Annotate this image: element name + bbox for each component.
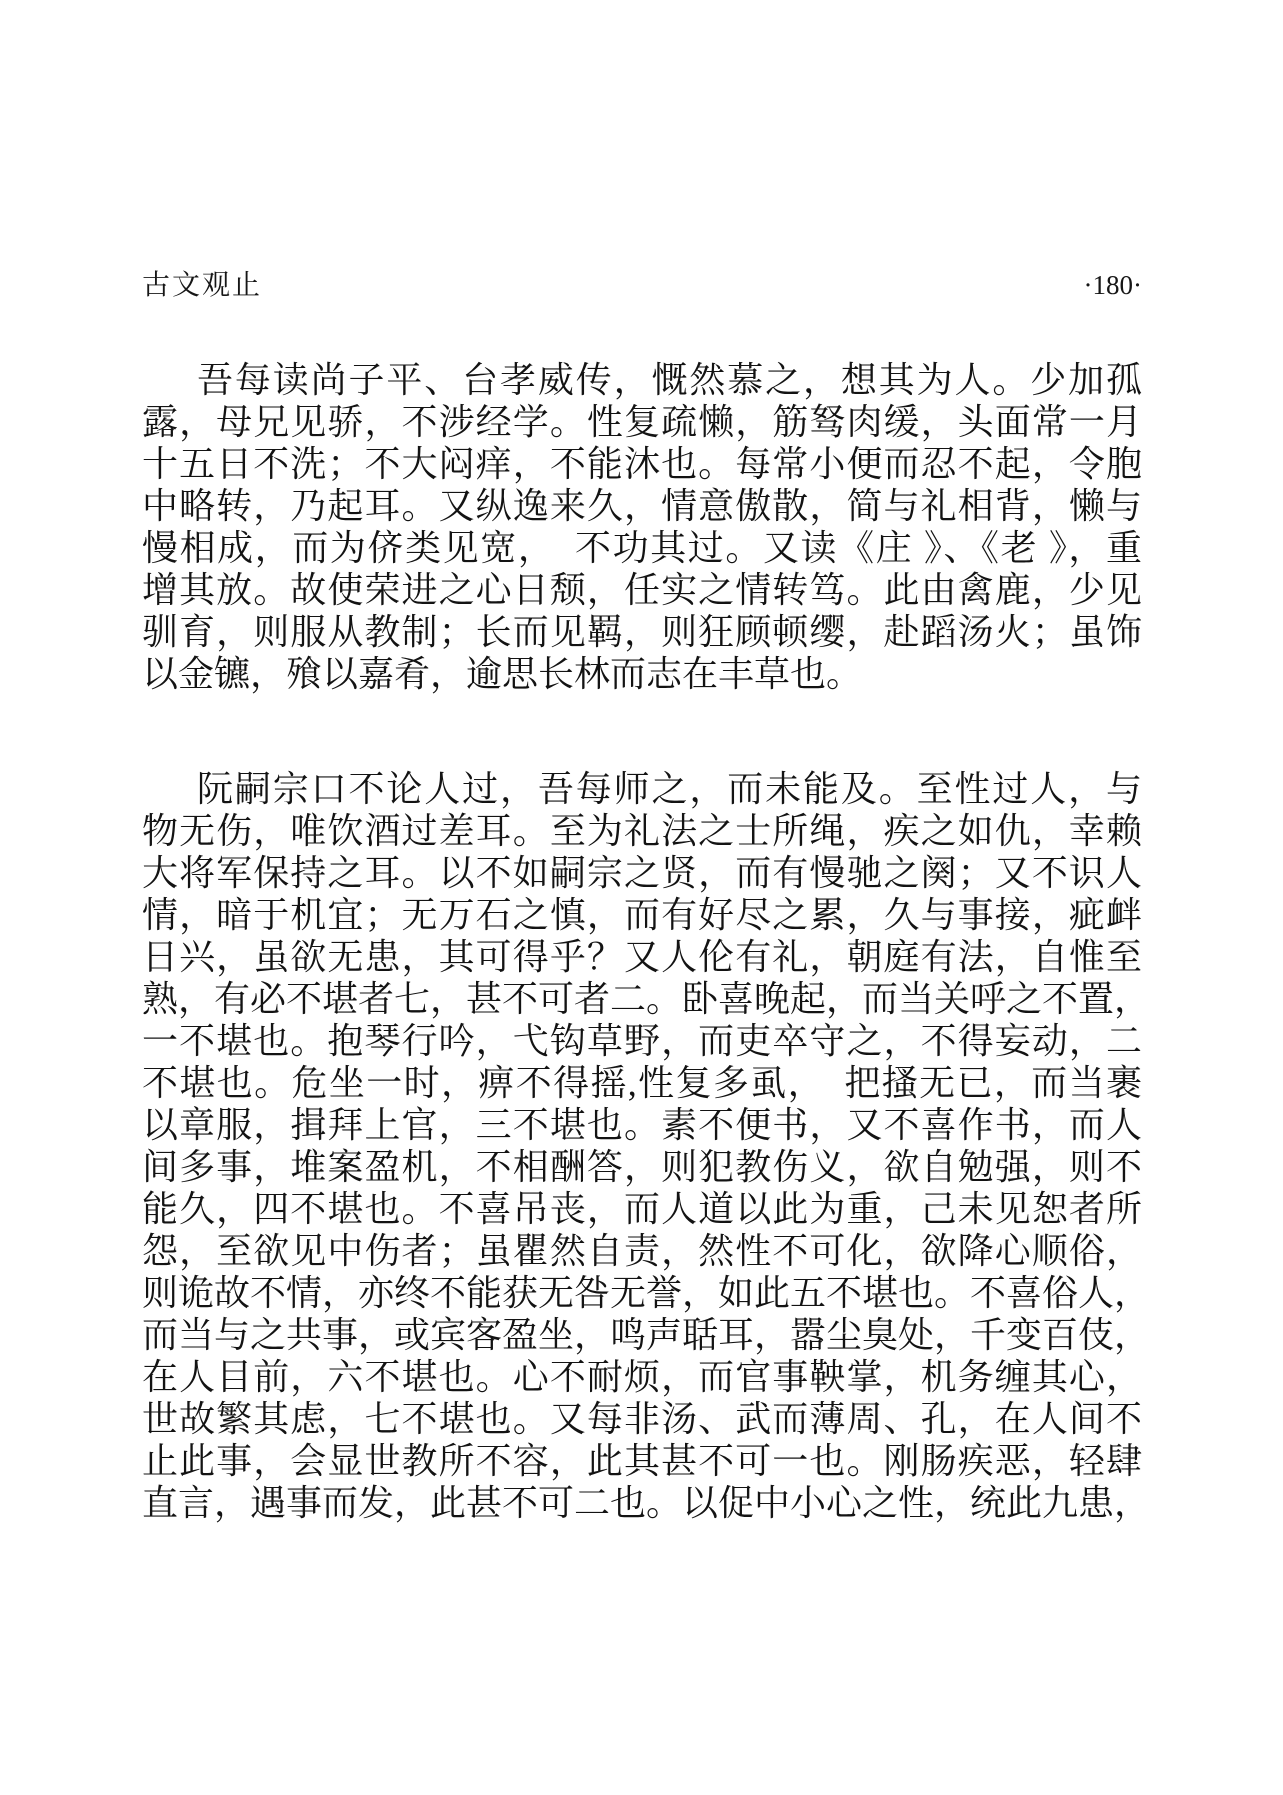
text-line: 中略转，乃起耳。又纵逸来久，情意傲散，简与礼相背，懒与 <box>142 486 1142 526</box>
text-line: 熟，有必不堪者七，甚不可者二。卧喜晚起，而当关呼之不置， <box>142 979 1151 1019</box>
text-line: 日兴，虽欲无患，其可得乎？又人伦有礼，朝庭有法，自惟至 <box>142 937 1142 977</box>
page-number: ·180· <box>1083 270 1142 300</box>
text-line: 驯育，则服从教制；长而见羁，则狂顾顿缨，赴蹈汤火；虽饰 <box>142 612 1142 652</box>
text-line: 直言，遇事而发，此甚不可二也。以促中小心之性，统此九患， <box>142 1483 1151 1523</box>
book-title: 古文观止 <box>142 270 263 301</box>
text-line: 以金镳，飱以嘉肴，逾思长林而志在丰草也。 <box>142 654 863 694</box>
page-body <box>142 359 1151 1524</box>
text-line: 在人目前，六不堪也。心不耐烦，而官事鞅掌，机务缠其心， <box>142 1357 1142 1397</box>
text-line: 大将军保持之耳。以不如嗣宗之贤，而有慢驰之阕；又不识人 <box>142 853 1142 893</box>
text-line: 而当与之共事，或宾客盈坐，鸣声聒耳，嚣尘臭处，千变百伎， <box>142 1315 1151 1355</box>
paragraph <box>142 768 1151 1524</box>
paragraph <box>142 359 1142 695</box>
text-line: 慢相成，而为侪类见宽， 不功其过。又读《庄 》、《老 》，重 <box>142 528 1142 568</box>
text-line: 怨，至欲见中伤者；虽瞿然自责，然性不可化，欲降心顺俗， <box>142 1231 1142 1271</box>
page-header <box>142 268 1142 303</box>
text-line: 十五日不洗；不大闷痒，不能沐也。每常小便而忍不起，令胞 <box>142 444 1142 484</box>
text-line: 露，母兄见骄，不涉经学。性复疏懒，筋驽肉缓，头面常一月 <box>142 402 1142 442</box>
text-line: 增其放。故使荣进之心日颓，任实之情转笃。此由禽鹿，少见 <box>142 570 1142 610</box>
text-line: 不堪也。危坐一时，痹不得摇,性复多虱， 把搔无已，而当裹 <box>142 1063 1142 1103</box>
text-line: 一不堪也。抱琴行吟，弋钩草野，而吏卒守之，不得妄动，二 <box>142 1021 1142 1061</box>
text-line: 间多事，堆案盈机，不相酬答，则犯教伤义，欲自勉强，则不 <box>142 1147 1142 1187</box>
text-line: 物无伤，唯饮酒过差耳。至为礼法之士所绳，疾之如仇，幸赖 <box>142 811 1142 851</box>
text-line: 则诡故不情，亦终不能获无咎无誉，如此五不堪也。不喜俗人， <box>142 1273 1151 1313</box>
text-line: 能久，四不堪也。不喜吊丧，而人道以此为重，己未见恕者所 <box>142 1189 1142 1229</box>
text-line: 情，暗于机宜；无万石之慎，而有好尽之累，久与事接，疵衅 <box>142 895 1142 935</box>
text-line: 世故繁其虑，七不堪也。又每非汤、武而薄周、孔，在人间不 <box>142 1399 1142 1439</box>
text-line: 阮嗣宗口不论人过，吾每师之，而未能及。至性过人，与 <box>197 769 1142 809</box>
text-line: 止此事，会显世教所不容，此其甚不可一也。刚肠疾恶，轻肆 <box>142 1441 1142 1481</box>
text-line: 吾每读尚子平、台孝威传，慨然慕之，想其为人。少加孤 <box>197 360 1142 400</box>
text-line: 以章服，揖拜上官，三不堪也。素不便书，又不喜作书，而人 <box>142 1105 1142 1145</box>
